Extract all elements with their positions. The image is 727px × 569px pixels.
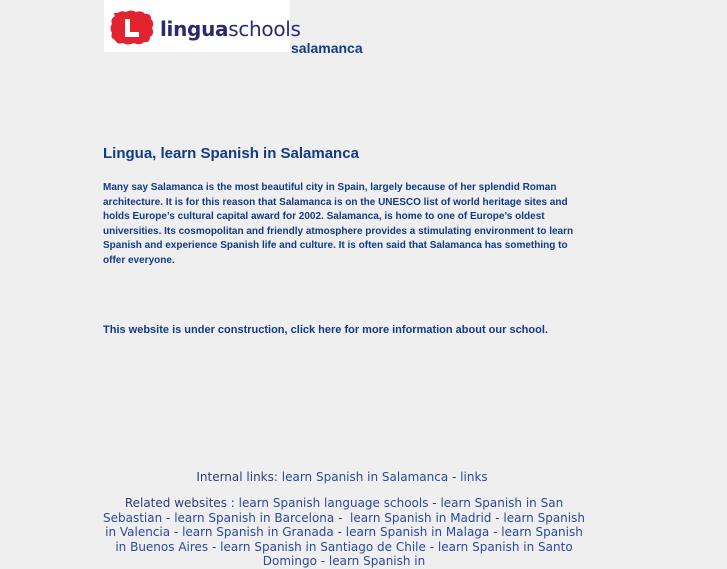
related-link-granada[interactable]: learn Spanish in Granada (182, 525, 334, 540)
city-name: salamanca (291, 40, 363, 56)
construction-notice (103, 324, 548, 336)
related-link-barcelona[interactable]: learn Spanish in Barcelona (174, 510, 335, 525)
related-link-more[interactable]: learn Spanish in (328, 554, 426, 569)
linguaschools-logo[interactable] (104, 0, 301, 52)
related-link-san-sebastian[interactable]: learn Spanish in San Sebastian (103, 496, 564, 525)
logo-l-icon (109, 10, 155, 46)
intro-paragraph: Many say Salamanca is the most beautiful city in Spain, largely because of her splendid Roman architecture. It is for this reason that Salamanca is on the UNESCO list of world heritage sites and holds Europe’s cultural capital award for 2002. Salamanca, is home to one of Europe’s oldest universities. Its cosmopolitan and friendly atmosphere provides a stimulating environment to learn Spanish and experience Spanish life and culture. It is often said that Salamanca has something to offer everyone. (103, 182, 574, 266)
internal-links: Internal links: learn Spanish in Salamanca - links (196, 470, 488, 484)
related-link-santo-domingo[interactable]: learn Spanish in Santo Domingo (262, 539, 573, 569)
logo-wordmark (160, 17, 301, 41)
related-link-santiago[interactable]: learn Spanish in Santiago de Chile (220, 539, 426, 554)
internal-links-label: Internal links: (196, 470, 278, 484)
internal-link-salamanca[interactable]: learn Spanish in Salamanca (281, 470, 449, 484)
logo-text-bold: lingua (160, 17, 229, 41)
page-title: Lingua, learn Spanish in Salamanca (103, 145, 359, 162)
related-link-schools[interactable]: learn Spanish language schools (238, 496, 429, 510)
internal-link-links[interactable]: links (460, 470, 488, 484)
related-link-valencia[interactable]: learn Spanish in Valencia (105, 510, 585, 540)
related-label: Related websites : (124, 496, 235, 510)
related-link-buenos-aires[interactable]: learn Spanish in Buenos Aires (115, 525, 583, 554)
related-link-madrid[interactable]: learn Spanish in Madrid (350, 510, 492, 525)
logo-text-regular: schools (228, 17, 301, 41)
more-info-link[interactable]: This website is under construction, click here for more information about our school. (103, 324, 548, 336)
related-websites: Related websites : learn Spanish language schools - learn Spanish in San Sebastian - learn Spanish in Barcelona - learn Spanish in Madrid - learn Spanish in Valencia - learn Spanish in Granada - learn Spanish in Malaga - learn Spanish in Buenos Aires - learn Spanish in Santiago de Chile - learn Spanish in Santo Domingo - learn Spanish in (103, 496, 585, 569)
related-link-malaga[interactable]: learn Spanish in Malaga (345, 525, 490, 540)
